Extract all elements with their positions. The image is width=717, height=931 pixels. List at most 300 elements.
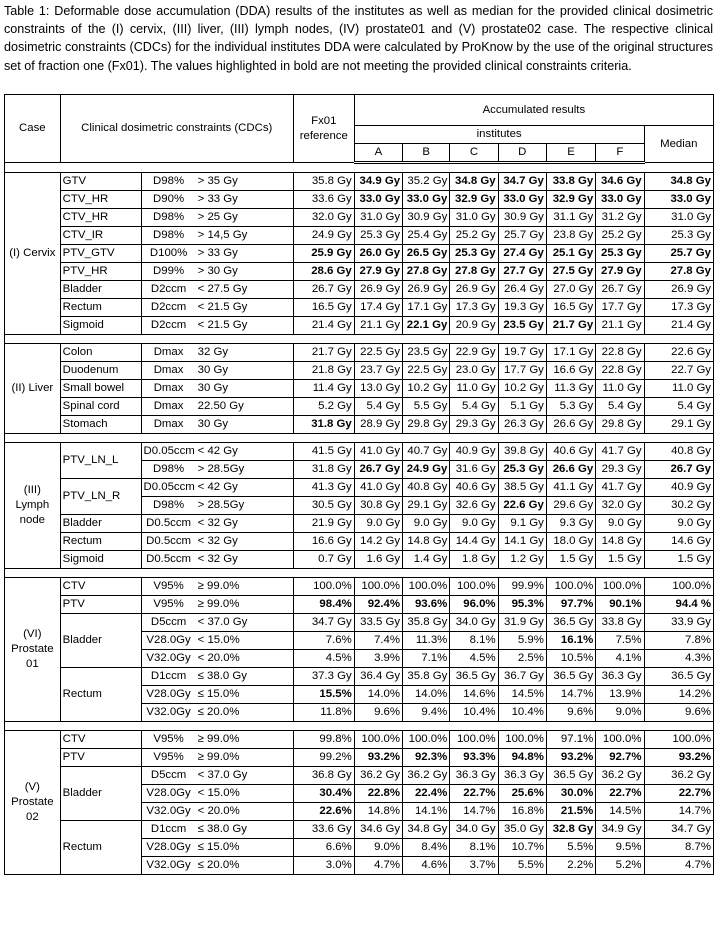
institute-value: 26.0 Gy [354,245,402,263]
institute-value: 22.1 Gy [403,317,450,335]
structure-cell: Rectum [60,668,141,722]
median-value: 4.3% [644,650,713,668]
institute-value: 36.4 Gy [354,668,402,686]
institute-value: 31.9 Gy [498,614,546,632]
institute-value: 22.8 Gy [596,344,644,362]
institute-value: 5.9% [498,632,546,650]
institute-value: 34.8 Gy [403,821,450,839]
institute-value: 41.0 Gy [354,443,402,461]
institute-value: 93.3% [450,749,498,767]
median-value: 33.9 Gy [644,614,713,632]
table-row [5,731,714,749]
median-value: 36.5 Gy [644,668,713,686]
institute-value: 1.4 Gy [403,551,450,569]
fx01-value: 21.4 Gy [293,317,354,335]
institute-value: 9.0 Gy [403,515,450,533]
structure-cell: Rectum [60,533,141,551]
institute-value: 25.3 Gy [498,461,546,479]
institute-value: 26.9 Gy [354,281,402,299]
metric-cell: V32.0Gy [141,803,196,821]
institute-value: 25.1 Gy [546,245,595,263]
median-value: 9.0 Gy [644,515,713,533]
institute-value: 7.5% [596,632,644,650]
fx01-value: 31.8 Gy [293,461,354,479]
limit-cell: > 28.5Gy [196,461,294,479]
institute-value: 5.5 Gy [403,398,450,416]
fx01-value: 26.7 Gy [293,281,354,299]
fx01-value: 21.7 Gy [293,344,354,362]
institute-value: 4.1% [596,650,644,668]
institute-value: 9.3 Gy [546,515,595,533]
median-value: 1.5 Gy [644,551,713,569]
institute-value: 35.0 Gy [498,821,546,839]
limit-cell: < 20.0% [196,650,294,668]
institute-value: 27.0 Gy [546,281,595,299]
institute-value: 23.0 Gy [450,362,498,380]
limit-cell: ≤ 38.0 Gy [196,821,294,839]
limit-cell: ≤ 15.0% [196,839,294,857]
header-institute-d: D [498,144,546,163]
structure-cell: PTV_LN_R [60,479,141,515]
institute-value: 4.5% [450,650,498,668]
structure-cell: Rectum [60,821,141,875]
institute-value: 100.0% [403,578,450,596]
table-row [5,551,714,569]
median-value: 14.2% [644,686,713,704]
institute-value: 21.1 Gy [354,317,402,335]
limit-cell: < 37.0 Gy [196,614,294,632]
limit-cell: 22.50 Gy [196,398,294,416]
institute-value: 36.2 Gy [596,767,644,785]
institute-value: 35.8 Gy [403,668,450,686]
institute-value: 96.0% [450,596,498,614]
institute-value: 14.5% [596,803,644,821]
median-value: 21.4 Gy [644,317,713,335]
institute-value: 25.4 Gy [403,227,450,245]
institute-value: 17.7 Gy [596,299,644,317]
case-label: (II) Liver [5,344,61,434]
median-value: 100.0% [644,578,713,596]
table-row [5,533,714,551]
institute-value: 11.3% [403,632,450,650]
fx01-value: 15.5% [293,686,354,704]
institute-value: 36.5 Gy [546,668,595,686]
header-institute-b: B [403,144,450,163]
table-row [5,299,714,317]
institute-value: 5.3 Gy [546,398,595,416]
table-row [5,380,714,398]
metric-cell: D90% [141,191,196,209]
metric-cell: Dmax [141,398,196,416]
institute-value: 9.0% [596,704,644,722]
metric-cell: D2ccm [141,317,196,335]
institute-value: 27.4 Gy [498,245,546,263]
median-value: 94.4 % [644,596,713,614]
institute-value: 32.0 Gy [596,497,644,515]
table-row [5,668,714,686]
median-value: 14.6 Gy [644,533,713,551]
institute-value: 25.7 Gy [498,227,546,245]
institute-value: 33.0 Gy [498,191,546,209]
metric-cell: V28.0Gy [141,686,196,704]
table-row [5,749,714,767]
institute-value: 40.6 Gy [546,443,595,461]
institute-value: 25.2 Gy [596,227,644,245]
institute-value: 33.8 Gy [546,173,595,191]
structure-cell: Stomach [60,416,141,434]
median-value: 25.3 Gy [644,227,713,245]
institute-value: 23.5 Gy [498,317,546,335]
institute-value: 100.0% [546,578,595,596]
institute-value: 100.0% [354,731,402,749]
table-row [5,263,714,281]
institute-value: 14.2 Gy [354,533,402,551]
limit-cell: < 42 Gy [196,443,294,461]
institute-value: 26.7 Gy [596,281,644,299]
institute-value: 22.7% [596,785,644,803]
section-gap [5,335,714,344]
metric-cell: D0.05ccm [141,443,196,461]
institute-value: 36.7 Gy [498,668,546,686]
institute-value: 100.0% [450,731,498,749]
institute-value: 14.7% [450,803,498,821]
institute-value: 25.3 Gy [354,227,402,245]
institute-value: 10.2 Gy [498,380,546,398]
structure-cell: Small bowel [60,380,141,398]
institute-value: 16.8% [498,803,546,821]
limit-cell: < 15.0% [196,785,294,803]
metric-cell: D99% [141,263,196,281]
structure-cell: PTV [60,596,141,614]
median-value: 33.0 Gy [644,191,713,209]
metric-cell: V32.0Gy [141,857,196,875]
institute-value: 26.6 Gy [546,461,595,479]
limit-cell: < 21.5 Gy [196,317,294,335]
gap-cell [5,163,714,173]
institute-value: 22.5 Gy [403,362,450,380]
institute-value: 33.5 Gy [354,614,402,632]
institute-value: 93.2% [546,749,595,767]
institute-value: 13.0 Gy [354,380,402,398]
institute-value: 34.0 Gy [450,614,498,632]
institute-value: 90.1% [596,596,644,614]
institute-value: 4.7% [354,857,402,875]
institute-value: 41.7 Gy [596,479,644,497]
institute-value: 100.0% [498,731,546,749]
metric-cell: D5ccm [141,614,196,632]
institute-value: 26.3 Gy [498,416,546,434]
institute-value: 14.4 Gy [450,533,498,551]
header-median: Median [644,126,713,163]
fx01-value: 25.9 Gy [293,245,354,263]
institute-value: 14.1 Gy [498,533,546,551]
institute-value: 14.5% [498,686,546,704]
institute-value: 26.5 Gy [403,245,450,263]
metric-cell: V28.0Gy [141,839,196,857]
institute-value: 34.0 Gy [450,821,498,839]
fx01-value: 37.3 Gy [293,668,354,686]
institute-value: 17.1 Gy [546,344,595,362]
limit-cell: 30 Gy [196,416,294,434]
structure-cell: CTV_HR [60,191,141,209]
institute-value: 19.3 Gy [498,299,546,317]
structure-cell: PTV_LN_L [60,443,141,479]
institute-value: 27.8 Gy [450,263,498,281]
header-case: Case [5,95,61,163]
institute-value: 16.1% [546,632,595,650]
limit-cell: < 42 Gy [196,479,294,497]
median-value: 22.7 Gy [644,362,713,380]
fx01-value: 33.6 Gy [293,821,354,839]
institute-value: 23.8 Gy [546,227,595,245]
institute-value: 36.5 Gy [546,767,595,785]
institute-value: 30.9 Gy [403,209,450,227]
fx01-value: 16.6 Gy [293,533,354,551]
institute-value: 40.8 Gy [403,479,450,497]
table-row [5,209,714,227]
fx01-value: 4.5% [293,650,354,668]
institute-value: 27.8 Gy [403,263,450,281]
structure-cell: CTV_HR [60,209,141,227]
fx01-value: 21.8 Gy [293,362,354,380]
table-row [5,245,714,263]
institute-value: 9.4% [403,704,450,722]
structure-cell: Bladder [60,515,141,533]
header-institute-e: E [546,144,595,163]
structure-cell: PTV_HR [60,263,141,281]
institute-value: 38.5 Gy [498,479,546,497]
institute-value: 41.0 Gy [354,479,402,497]
institute-value: 36.2 Gy [354,767,402,785]
institute-value: 8.4% [403,839,450,857]
institute-value: 26.9 Gy [403,281,450,299]
metric-cell: V95% [141,749,196,767]
institute-value: 17.4 Gy [354,299,402,317]
institute-value: 34.7 Gy [498,173,546,191]
limit-cell: ≤ 38.0 Gy [196,668,294,686]
limit-cell: < 32 Gy [196,551,294,569]
table-row [5,578,714,596]
median-value: 26.7 Gy [644,461,713,479]
fx01-value: 7.6% [293,632,354,650]
metric-cell: V28.0Gy [141,632,196,650]
section-gap [5,163,714,173]
table-row [5,596,714,614]
institute-value: 39.8 Gy [498,443,546,461]
header-institute-c: C [450,144,498,163]
median-value: 8.7% [644,839,713,857]
limit-cell: 30 Gy [196,362,294,380]
institute-value: 9.0 Gy [354,515,402,533]
institute-value: 25.3 Gy [596,245,644,263]
institute-value: 99.9% [498,578,546,596]
institute-value: 100.0% [354,578,402,596]
median-value: 93.2% [644,749,713,767]
fx01-value: 32.0 Gy [293,209,354,227]
limit-cell: > 30 Gy [196,263,294,281]
header-row-1 [5,95,714,126]
header-accumulated: Accumulated results [354,95,713,126]
institute-value: 31.0 Gy [450,209,498,227]
fx01-value: 16.5 Gy [293,299,354,317]
institute-value: 29.8 Gy [403,416,450,434]
institute-value: 8.1% [450,839,498,857]
fx01-value: 100.0% [293,578,354,596]
institute-value: 40.6 Gy [450,479,498,497]
limit-cell: > 28.5Gy [196,497,294,515]
institute-value: 16.5 Gy [546,299,595,317]
metric-cell: V28.0Gy [141,785,196,803]
institute-value: 19.7 Gy [498,344,546,362]
median-value: 11.0 Gy [644,380,713,398]
institute-value: 36.3 Gy [450,767,498,785]
institute-value: 9.6% [354,704,402,722]
institute-value: 25.3 Gy [450,245,498,263]
institute-value: 32.6 Gy [450,497,498,515]
limit-cell: < 32 Gy [196,533,294,551]
institute-value: 93.6% [403,596,450,614]
structure-cell: GTV [60,173,141,191]
institute-value: 2.2% [546,857,595,875]
institute-value: 14.8% [354,803,402,821]
median-value: 5.4 Gy [644,398,713,416]
institute-value: 9.1 Gy [498,515,546,533]
median-value: 40.8 Gy [644,443,713,461]
institute-value: 26.9 Gy [450,281,498,299]
institute-value: 14.1% [403,803,450,821]
institute-value: 1.5 Gy [546,551,595,569]
institute-value: 9.0 Gy [450,515,498,533]
limit-cell: ≥ 99.0% [196,749,294,767]
limit-cell: ≤ 20.0% [196,704,294,722]
institute-value: 31.1 Gy [546,209,595,227]
median-value: 22.6 Gy [644,344,713,362]
structure-cell: Colon [60,344,141,362]
institute-value: 34.6 Gy [354,821,402,839]
metric-cell: Dmax [141,416,196,434]
institute-value: 23.5 Gy [403,344,450,362]
gap-cell [5,722,714,731]
median-value: 30.2 Gy [644,497,713,515]
metric-cell: V32.0Gy [141,650,196,668]
structure-cell: Sigmoid [60,551,141,569]
metric-cell: Dmax [141,362,196,380]
institute-value: 9.6% [546,704,595,722]
institute-value: 31.6 Gy [450,461,498,479]
limit-cell: > 14,5 Gy [196,227,294,245]
case-label: (V) Prostate 02 [5,731,61,875]
institute-value: 29.6 Gy [546,497,595,515]
table-row [5,416,714,434]
fx01-value: 0.7 Gy [293,551,354,569]
structure-cell: Bladder [60,281,141,299]
institute-value: 23.7 Gy [354,362,402,380]
institute-value: 22.8% [354,785,402,803]
header-cdc: Clinical dosimetric constraints (CDCs) [60,95,293,163]
metric-cell: V95% [141,578,196,596]
metric-cell: D98% [141,497,196,515]
metric-cell: V32.0Gy [141,704,196,722]
limit-cell: < 37.0 Gy [196,767,294,785]
institute-value: 1.8 Gy [450,551,498,569]
institute-value: 100.0% [403,731,450,749]
fx01-value: 34.7 Gy [293,614,354,632]
institute-value: 36.3 Gy [498,767,546,785]
median-value: 9.6% [644,704,713,722]
structure-cell: CTV [60,578,141,596]
institute-value: 31.2 Gy [596,209,644,227]
fx01-value: 3.0% [293,857,354,875]
institute-value: 41.1 Gy [546,479,595,497]
institute-value: 30.8 Gy [354,497,402,515]
fx01-value: 31.8 Gy [293,416,354,434]
limit-cell: ≤ 15.0% [196,686,294,704]
institute-value: 20.9 Gy [450,317,498,335]
limit-cell: < 32 Gy [196,515,294,533]
institute-value: 9.0% [354,839,402,857]
fx01-value: 24.9 Gy [293,227,354,245]
fx01-value: 5.2 Gy [293,398,354,416]
table-row [5,227,714,245]
metric-cell: D98% [141,209,196,227]
metric-cell: D0.5ccm [141,551,196,569]
limit-cell: < 20.0% [196,803,294,821]
institute-value: 25.6% [498,785,546,803]
institute-value: 27.7 Gy [498,263,546,281]
institute-value: 14.8 Gy [596,533,644,551]
limit-cell: ≤ 20.0% [196,857,294,875]
institute-value: 22.6 Gy [498,497,546,515]
header-fx01: Fx01 reference [293,95,354,163]
institute-value: 100.0% [450,578,498,596]
institute-value: 24.9 Gy [403,461,450,479]
institute-value: 36.5 Gy [546,614,595,632]
median-value: 17.3 Gy [644,299,713,317]
fx01-value: 6.6% [293,839,354,857]
fx01-value: 98.4% [293,596,354,614]
institute-value: 27.9 Gy [596,263,644,281]
table-row [5,821,714,839]
limit-cell: > 35 Gy [196,173,294,191]
gap-cell [5,434,714,443]
limit-cell: ≥ 99.0% [196,578,294,596]
institute-value: 27.5 Gy [546,263,595,281]
median-value: 100.0% [644,731,713,749]
table-row [5,173,714,191]
table-row [5,317,714,335]
institute-value: 92.7% [596,749,644,767]
section-gap [5,569,714,578]
median-value: 27.8 Gy [644,263,713,281]
table-row [5,479,714,497]
structure-cell: PTV_GTV [60,245,141,263]
median-value: 34.7 Gy [644,821,713,839]
institute-value: 28.9 Gy [354,416,402,434]
header-institute-a: A [354,144,402,163]
institute-value: 34.8 Gy [450,173,498,191]
median-value: 34.8 Gy [644,173,713,191]
institute-value: 3.9% [354,650,402,668]
institute-value: 8.1% [450,632,498,650]
institute-value: 100.0% [596,578,644,596]
case-label: (VI) Prostate 01 [5,578,61,722]
institute-value: 40.9 Gy [450,443,498,461]
institute-value: 27.9 Gy [354,263,402,281]
metric-cell: D100% [141,245,196,263]
median-value: 40.9 Gy [644,479,713,497]
table-row [5,515,714,533]
institute-value: 31.0 Gy [354,209,402,227]
